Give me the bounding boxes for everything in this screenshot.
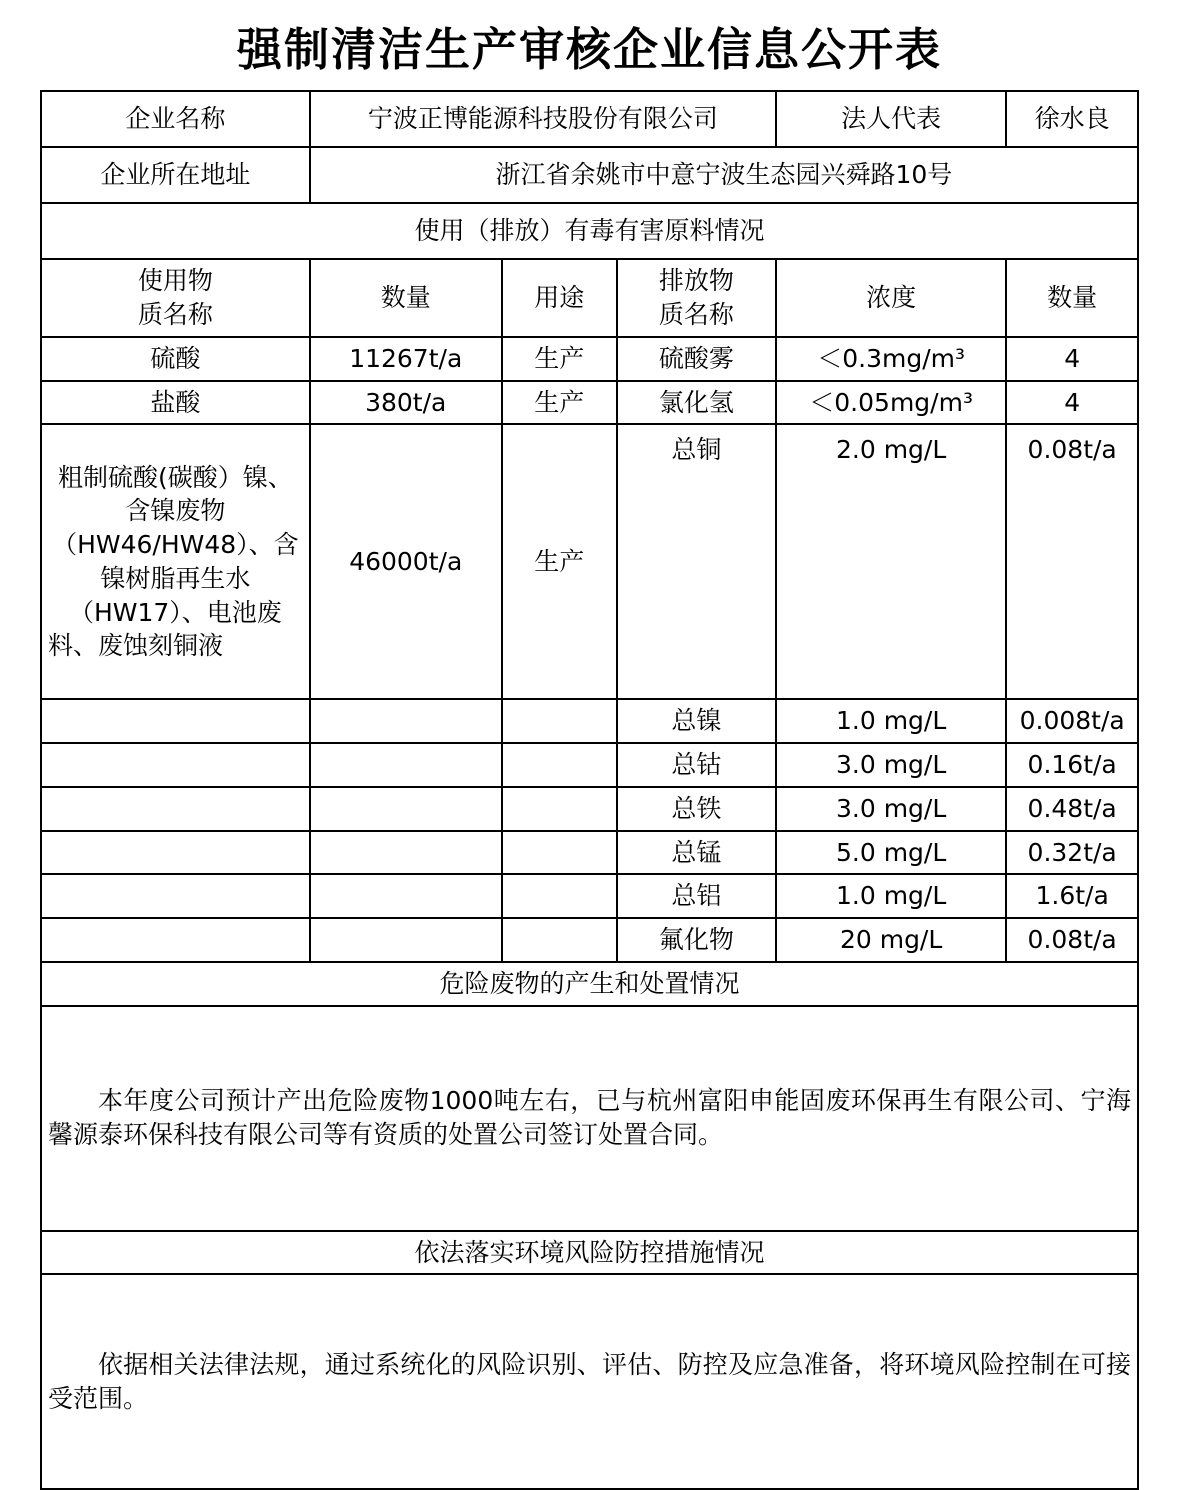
hazardous-section-body — [41, 1006, 1138, 1231]
cell-material: 粗制硫酸(碳酸）镍、含镍废物（HW46/HW48）、含镍树脂再生水（HW17）、电池废料、废蚀刻铜液 — [41, 424, 310, 699]
page-title: 强制清洁生产审核企业信息公开表 — [236, 23, 942, 76]
table-row — [41, 743, 1138, 787]
table-row — [41, 787, 1138, 831]
cell-emission: 总镍 — [617, 699, 776, 743]
cell-amount — [310, 918, 502, 962]
cell-amount — [310, 699, 502, 743]
cell-usage — [502, 699, 617, 743]
cell-emission: 硫酸雾 — [617, 337, 776, 381]
risk-section-body — [41, 1274, 1138, 1489]
cell-amount: 380t/a — [310, 381, 502, 425]
header-emission-line1: 排放物 — [658, 266, 734, 296]
cell-quantity: 1.6t/a — [1006, 874, 1138, 918]
header-concentration: 浓度 — [776, 259, 1006, 337]
cell-amount — [310, 743, 502, 787]
disclosure-table — [40, 90, 1139, 1490]
risk-section-title: 依法落实环境风险防控措施情况 — [41, 1231, 1138, 1275]
cell-material — [41, 699, 310, 743]
table-row-risk-title — [41, 1231, 1138, 1275]
cell-amount: 11267t/a — [310, 337, 502, 381]
cell-emission: 总铝 — [617, 874, 776, 918]
hazardous-section-title: 危险废物的产生和处置情况 — [41, 962, 1138, 1006]
cell-quantity: 0.08t/a — [1006, 918, 1138, 962]
cell-concentration: ＜0.05mg/m³ — [776, 381, 1006, 425]
table-row-company — [41, 91, 1138, 147]
cell-usage: 生产 — [502, 381, 617, 425]
header-emission-line2: 质名称 — [658, 300, 734, 329]
cell-quantity: 0.32t/a — [1006, 831, 1138, 875]
cell-concentration: 2.0 mg/L — [776, 424, 1006, 699]
cell-usage — [502, 743, 617, 787]
cell-usage — [502, 787, 617, 831]
header-emission — [617, 259, 776, 337]
cell-material — [41, 874, 310, 918]
header-material — [41, 259, 310, 337]
table-row — [41, 874, 1138, 918]
cell-concentration: 5.0 mg/L — [776, 831, 1006, 875]
cell-quantity: 0.008t/a — [1006, 699, 1138, 743]
cell-quantity: 0.48t/a — [1006, 787, 1138, 831]
cell-concentration: 3.0 mg/L — [776, 743, 1006, 787]
header-material-line1: 使用物 — [137, 266, 213, 296]
cell-usage: 生产 — [502, 337, 617, 381]
cell-material: 盐酸 — [41, 381, 310, 425]
cell-emission: 氯化氢 — [617, 381, 776, 425]
hazardous-paragraph: 本年度公司预计产出危险废物1000吨左右，已与杭州富阳申能固废环保再生有限公司、宁海馨源泰环保科技有限公司等有资质的处置公司签订处置合同。 — [48, 1086, 1131, 1149]
table-row-address — [41, 147, 1138, 203]
cell-amount — [310, 874, 502, 918]
cell-amount — [310, 831, 502, 875]
cell-usage — [502, 831, 617, 875]
cell-concentration: 20 mg/L — [776, 918, 1006, 962]
legal-rep-value: 徐水良 — [1006, 91, 1138, 147]
cell-emission: 总钴 — [617, 743, 776, 787]
cell-emission: 氟化物 — [617, 918, 776, 962]
table-row-risk-body — [41, 1274, 1138, 1489]
legal-rep-label: 法人代表 — [776, 91, 1006, 147]
cell-usage: 生产 — [502, 424, 617, 699]
table-row-materials-title — [41, 203, 1138, 259]
company-label: 企业名称 — [41, 91, 310, 147]
cell-amount — [310, 787, 502, 831]
table-row — [41, 699, 1138, 743]
header-material-line2: 质名称 — [137, 300, 213, 329]
cell-material — [41, 743, 310, 787]
cell-concentration: ＜0.3mg/m³ — [776, 337, 1006, 381]
company-value: 宁波正博能源科技股份有限公司 — [310, 91, 776, 147]
risk-paragraph: 依据相关法律法规，通过系统化的风险识别、评估、防控及应急准备，将环境风险控制在可接受范围。 — [48, 1350, 1131, 1413]
cell-quantity: 4 — [1006, 337, 1138, 381]
cell-amount: 46000t/a — [310, 424, 502, 699]
table-row — [41, 424, 1138, 699]
materials-section-title: 使用（排放）有毒有害原料情况 — [41, 203, 1138, 259]
cell-material: 硫酸 — [41, 337, 310, 381]
table-row — [41, 918, 1138, 962]
cell-material — [41, 918, 310, 962]
address-value: 浙江省余姚市中意宁波生态园兴舜路10号 — [310, 147, 1138, 203]
table-row — [41, 337, 1138, 381]
cell-material — [41, 787, 310, 831]
cell-quantity: 0.08t/a — [1006, 424, 1138, 699]
cell-usage — [502, 874, 617, 918]
cell-concentration: 1.0 mg/L — [776, 874, 1006, 918]
cell-concentration: 1.0 mg/L — [776, 699, 1006, 743]
table-row-hazardous-title — [41, 962, 1138, 1006]
cell-emission: 总锰 — [617, 831, 776, 875]
cell-material — [41, 831, 310, 875]
header-quantity: 数量 — [1006, 259, 1138, 337]
cell-usage — [502, 918, 617, 962]
cell-quantity: 4 — [1006, 381, 1138, 425]
table-row-headers — [41, 259, 1138, 337]
cell-concentration: 3.0 mg/L — [776, 787, 1006, 831]
cell-emission: 总铜 — [617, 424, 776, 699]
table-row — [41, 381, 1138, 425]
header-usage: 用途 — [502, 259, 617, 337]
address-label: 企业所在地址 — [41, 147, 310, 203]
table-row-hazardous-body — [41, 1006, 1138, 1231]
cell-quantity: 0.16t/a — [1006, 743, 1138, 787]
cell-emission: 总铁 — [617, 787, 776, 831]
table-row — [41, 831, 1138, 875]
header-amount: 数量 — [310, 259, 502, 337]
